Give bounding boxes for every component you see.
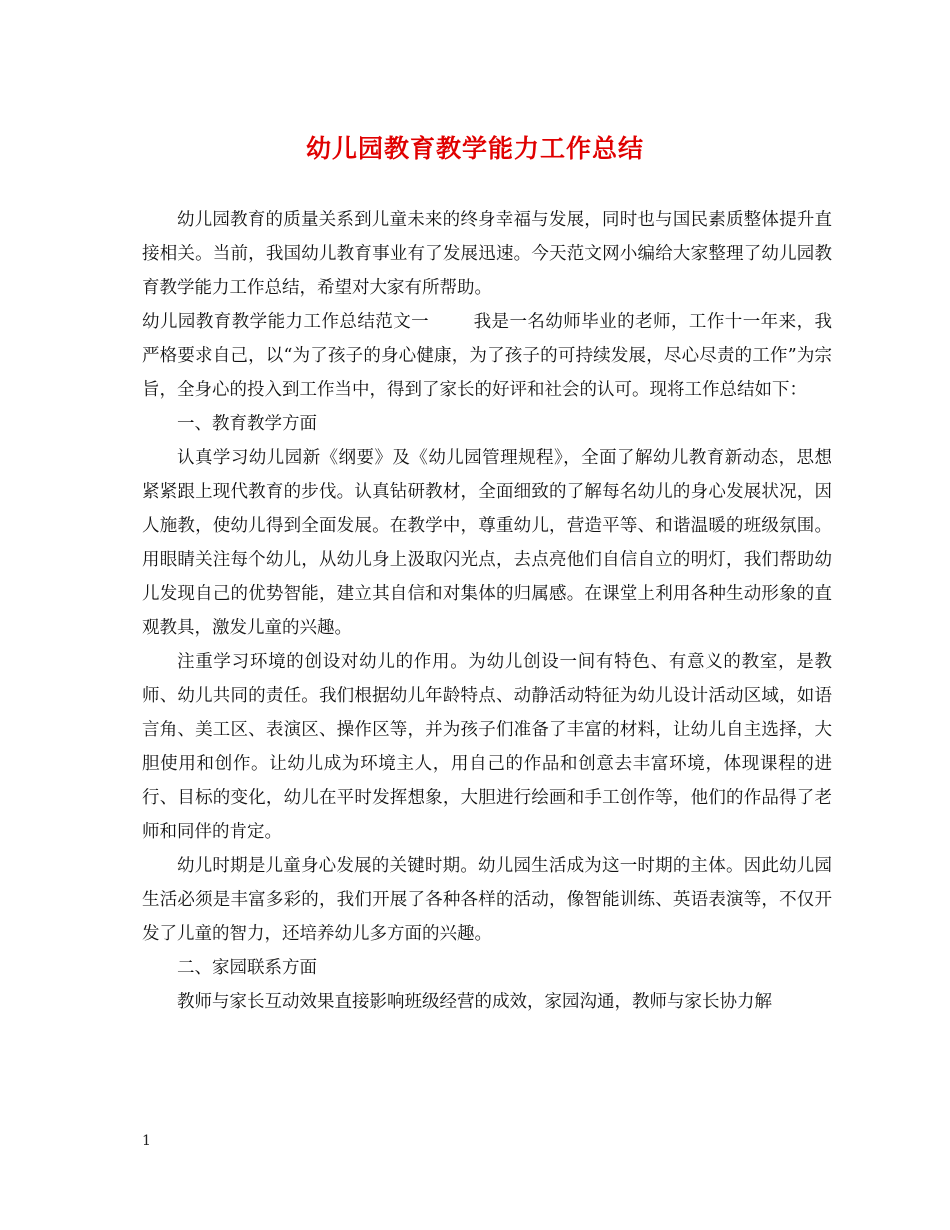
teaching-paragraph-1: 认真学习幼儿园新《纲要》及《幼儿园管理规程》，全面了解幼儿教育新动态，思想紧紧跟上现代教育的步伐。认真钻研教材，全面细致的了解每名幼儿的身心发展状况，因人施教，使幼儿得到全面发展。在教学中，尊重幼儿，营造平等、和谐温暖的班级氛围。用眼睛关注每个幼儿，从幼儿身上汲取闪光点，去点亮他们自信自立的明灯，我们帮助幼儿发现自己的优势智能，建立其自信和对集体的归属感。在课堂上利用各种生动形象的直观教具，激发儿童的兴趣。 (142, 448, 832, 638)
home-school-paragraph: 教师与家长互动效果直接影响班级经营的成效，家园沟通，教师与家长协力解 (177, 992, 772, 1012)
teaching-paragraph-2: 注重学习环境的创设对幼儿的作用。为幼儿创设一间有特色、有意义的教室，是教师、幼儿共同的责任。我们根据幼儿年龄特点、动静活动特征为幼儿设计活动区域，如语言角、美工区、表演区、操作区等，并为孩子们准备了丰富的材料，让幼儿自主选择，大胆使用和创作。让幼儿成为环境主人，用自己的作品和创意去丰富环境，体现课程的进行、目标的变化，幼儿在平时发挥想象，大胆进行绘画和手工创作等，他们的作品得了老师和同伴的肯定。 (142, 652, 832, 842)
teaching-paragraph-3: 幼儿时期是儿童身心发展的关键时期。幼儿园生活成为这一时期的主体。因此幼儿园生活必须是丰富多彩的，我们开展了各种各样的活动，像智能训练、英语表演等，不仅开发了儿童的智力，还培养幼儿多方面的兴趣。 (142, 856, 832, 944)
section-heading-home-school: 二、家园联系方面 (177, 958, 317, 978)
section-heading-teaching: 一、教育教学方面 (177, 414, 317, 434)
sample-opening: 我是一名幼师毕业的老师，工作十一年来，我严格要求自己，以“为了孩子的身心健康，为了孩子的可持续发展，尽心尽责的工作”为宗旨，全身心的投入到工作当中，得到了家长的好评和社会的认可。现将工作总结如下： (142, 312, 833, 400)
document-body (142, 203, 832, 1019)
document-title: 幼儿园教育教学能力工作总结 (305, 134, 644, 163)
page-number: 1 (142, 1133, 151, 1149)
sample-paragraph (142, 305, 832, 407)
sample-title: 幼儿园教育教学能力工作总结范文一 (142, 312, 430, 332)
intro-paragraph: 幼儿园教育的质量关系到儿童未来的终身幸福与发展，同时也与国民素质整体提升直接相关。当前，我国幼儿教育事业有了发展迅速。今天范文网小编给大家整理了幼儿园教育教学能力工作总结，希望对大家有所帮助。 (142, 210, 832, 298)
